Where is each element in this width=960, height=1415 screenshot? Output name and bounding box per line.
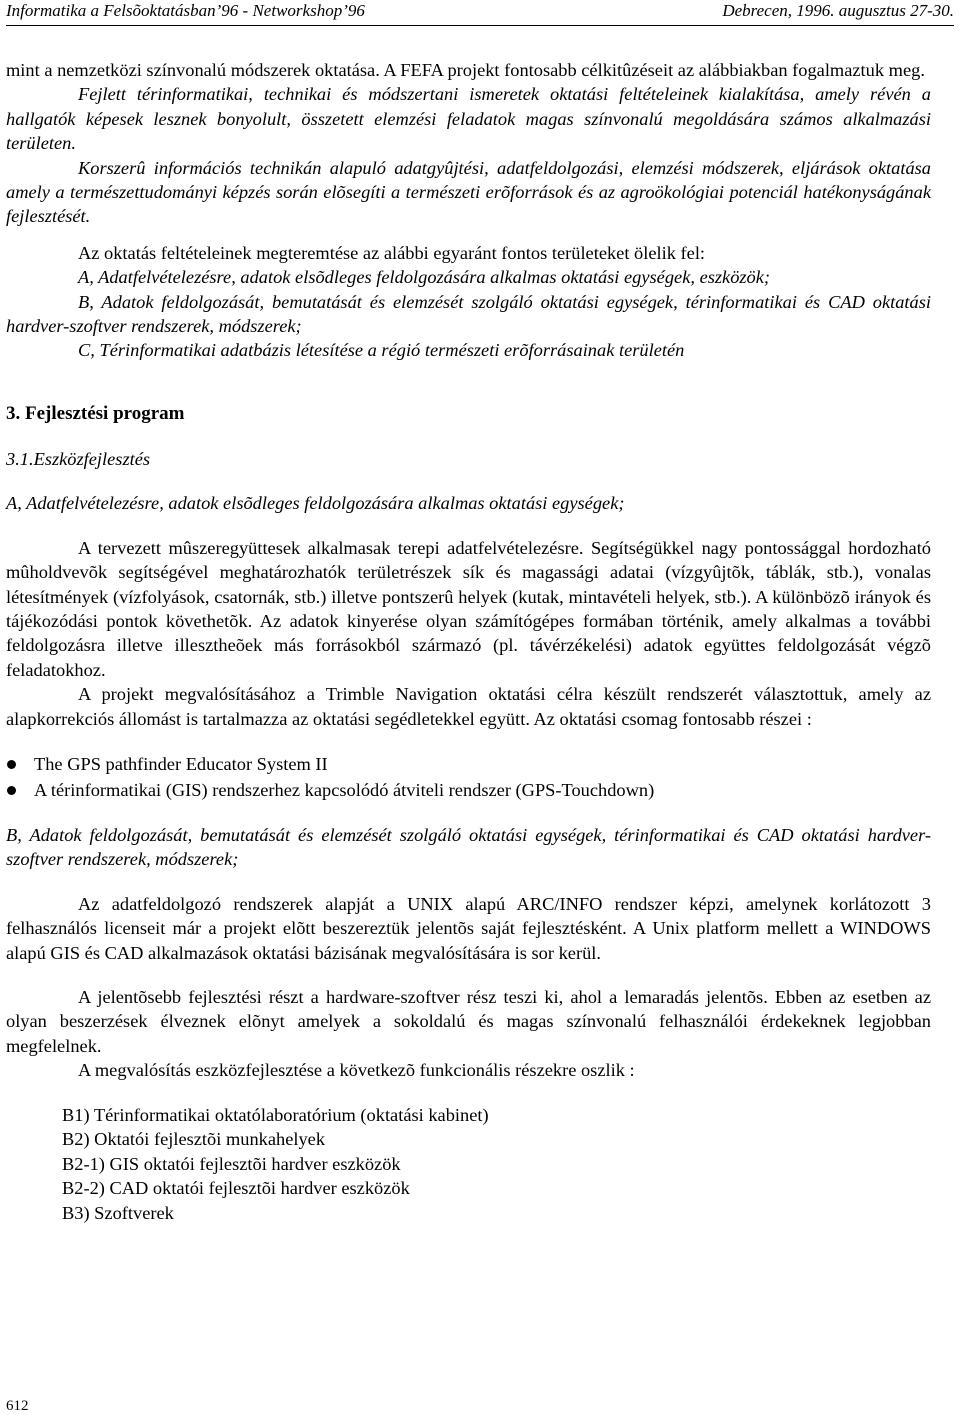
conditions-lead: Az oktatás feltételeinek megteremtése az alábbi egyaránt fontos területeket ölelik fel:: [78, 242, 706, 263]
page-number: 612: [6, 1398, 29, 1414]
part-b-paragraph-2: A jelentõsebb fejlesztési részt a hardware-szoftver rész teszi ki, ahol a lemaradás jelentõs. Ebben az esetben az olyan beszerzések élveznek elõnyt amelyek a sokoldalú és magas színvonalú felhasználói érdekeknek legjobban megfelelnek.: [6, 986, 931, 1056]
condition-b: B, Adatok feldolgozását, bemutatását és elemzését szolgáló oktatási egységek, térinformatikai és CAD oktatási hardver-szoftver rendszerek, módszerek;: [6, 291, 931, 337]
bullet-icon: [7, 786, 16, 795]
section-title: 3. Fejlesztési program: [6, 402, 185, 424]
header-left: Informatika a Felsõoktatásban’96 - Networkshop’96: [6, 1, 365, 20]
part-b-paragraph-1: Az adatfeldolgozó rendszerek alapját a UNIX alapú ARC/INFO rendszer képzi, amelynek korlátozott 3 felhasználós licenseit már a projekt elõtt beszereztük jelentõs saját fejlesztésként. A Unix platform mellett a WINDOWS alapú GIS és CAD alkalmazások oktatási bázisának megvalósítására is sor kerül.: [6, 893, 931, 963]
list-item: B2-2) CAD oktatói fejlesztõi hardver eszközök: [62, 1178, 410, 1199]
list-item: B3) Szoftverek: [62, 1202, 174, 1223]
list-item: A térinformatikai (GIS) rendszerhez kapcsolódó átviteli rendszer (GPS-Touchdown): [6, 777, 931, 803]
bullet-icon: [7, 760, 16, 769]
list-item: B2-1) GIS oktatói fejlesztõi hardver eszközök: [62, 1153, 401, 1174]
list-item: B2) Oktatói fejlesztõi munkahelyek: [62, 1129, 326, 1150]
part-a-heading: A, Adatfelvételezésre, adatok elsõdleges feldolgozására alkalmas oktatási egységek;: [6, 493, 625, 514]
condition-a: A, Adatfelvételezésre, adatok elsõdleges feldolgozására alkalmas oktatási egységek, eszközök;: [78, 267, 771, 288]
subsection-title: 3.1.Eszközfejlesztés: [6, 448, 151, 469]
intro-paragraph: mint a nemzetközi színvonalú módszerek oktatása. A FEFA projekt fontosabb célkitûzéseit az alábbiakban fogalmaztuk meg.: [6, 60, 925, 80]
part-b-heading: B, Adatok feldolgozását, bemutatását és elemzését szolgáló oktatási egységek, térinformatikai és CAD oktatási hardver-szoftver rendszerek, módszerek;: [6, 824, 931, 870]
list-item: B1) Térinformatikai oktatólaboratórium (oktatási kabinet): [62, 1104, 489, 1125]
header-right: Debrecen, 1996. augusztus 27-30.: [722, 1, 954, 20]
condition-c: C, Térinformatikai adatbázis létesítése a régió természeti erõforrásainak területén: [78, 340, 685, 361]
page-body: [6, 58, 931, 1226]
package-list: [6, 751, 931, 803]
list-item: The GPS pathfinder Educator System II: [6, 751, 931, 777]
part-b-paragraph-3: A megvalósítás eszközfejlesztése a következõ funkcionális részekre oszlik :: [78, 1060, 635, 1081]
part-a-paragraph-1: A tervezett mûszeregyüttesek alkalmasak terepi adatfelvételezésre. Segítségükkel nagy pontossággal hordozható mûholdvevõk segítségével meghatározhatók területrészek sík és magassági adatai (vízgyûjtõk, táblák, stb.), vonalas létesítmények (vízfolyások, csatornák, stb.) illetve pontszerû helyek (kutak, mintavételi helyek, stb.). A különbözõ irányok és tájékozódási pontok követhetõk. Az adatok kinyerése olyan számítógépes formában történik, amely alkalmas a további feldolgozásra illetve illesztheõek más forrásokból származó (pl. távérzékelési) adatok együttes feldolgozását végzõ feladatokhoz.: [6, 537, 931, 680]
header-rule: [6, 25, 954, 26]
goal-paragraph-1: Fejlett térinformatikai, technikai és módszertani ismeretek oktatási feltételeinek kialakítása, amely révén a hallgatók képesek lesznek bonyolult, összetett elemzési feladatok magas színvonalú megoldására számos alkalmazási területen.: [6, 84, 931, 154]
goal-paragraph-2: Korszerû információs technikán alapuló adatgyûjtési, adatfeldolgozási, elemzési módszerek, eljárások oktatása amely a természettudományi képzés során elõsegíti a természeti erõforrások és az agroökológiai potenciál hatékonyságának fejlesztését.: [6, 157, 931, 227]
running-header: [6, 0, 954, 22]
part-a-paragraph-2: A projekt megvalósításához a Trimble Navigation oktatási célra készült rendszerét választottuk, amely az alapkorrekciós állomást is tartalmazza az oktatási segédletekkel együtt. Az oktatási csomag fontosabb részei :: [6, 684, 931, 729]
functional-parts-list: [6, 1103, 931, 1226]
